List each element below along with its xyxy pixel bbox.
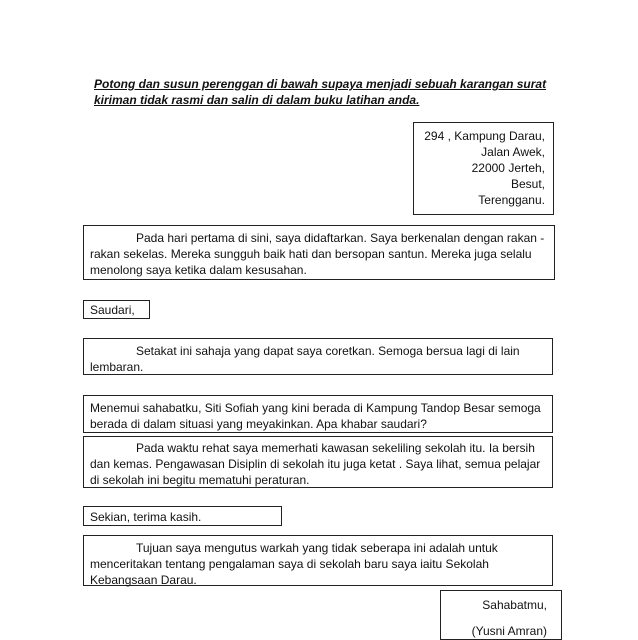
signature-closing: Sahabatmu, (482, 598, 547, 612)
signature-name: (Yusni Amran) (471, 624, 547, 638)
address-box (413, 122, 554, 215)
paragraph-purpose: Tujuan saya mengutus warkah yang tidak seberapa ini adalah untuk menceritakan tentang pengalaman saya di sekolah baru saya iaitu Sekolah Kebangsaan Darau. (83, 535, 553, 586)
paragraph-greeting: Menemui sahabatku, Siti Sofiah yang kini berada di Kampung Tandop Besar semoga berada di dalam situasi yang meyakinkan. Apa khabar saudari? (83, 395, 553, 433)
address-line-1: 294 , Kampung Darau, (424, 129, 545, 143)
salutation-box: Saudari, (83, 300, 150, 319)
address-line-2: Jalan Awek, (481, 145, 545, 159)
paragraph-closing-remark: Setakat ini sahaja yang dapat saya coretkan. Semoga bersua lagi di lain lembaran. (83, 338, 553, 375)
closing-thanks-box: Sekian, terima kasih. (83, 506, 282, 526)
paragraph-first-day: Pada hari pertama di sini, saya didaftarkan. Saya berkenalan dengan rakan -rakan sekelas. Mereka sungguh baik hati dan bersopan santun. Mereka juga selalu menolong saya ketika dalam kesusahan. (83, 225, 555, 280)
address-line-4: Besut, (510, 177, 545, 191)
paragraph-recess: Pada waktu rehat saya memerhati kawasan sekeliling sekolah itu. Ia bersih dan kemas. Pengawasan Disiplin di sekolah itu juga ketat . Saya lihat, semua pelajar di sekolah ini begitu mematuhi peraturan. (83, 436, 553, 488)
address-line-5: Terengganu. (478, 193, 545, 207)
instruction-heading: Potong dan susun perenggan di bawah supaya menjadi sebuah karangan surat kiriman tidak rasmi dan salin di dalam buku latihan anda. (94, 77, 547, 107)
address-line-3: 22000 Jerteh, (471, 161, 545, 175)
signature-box (440, 590, 562, 640)
